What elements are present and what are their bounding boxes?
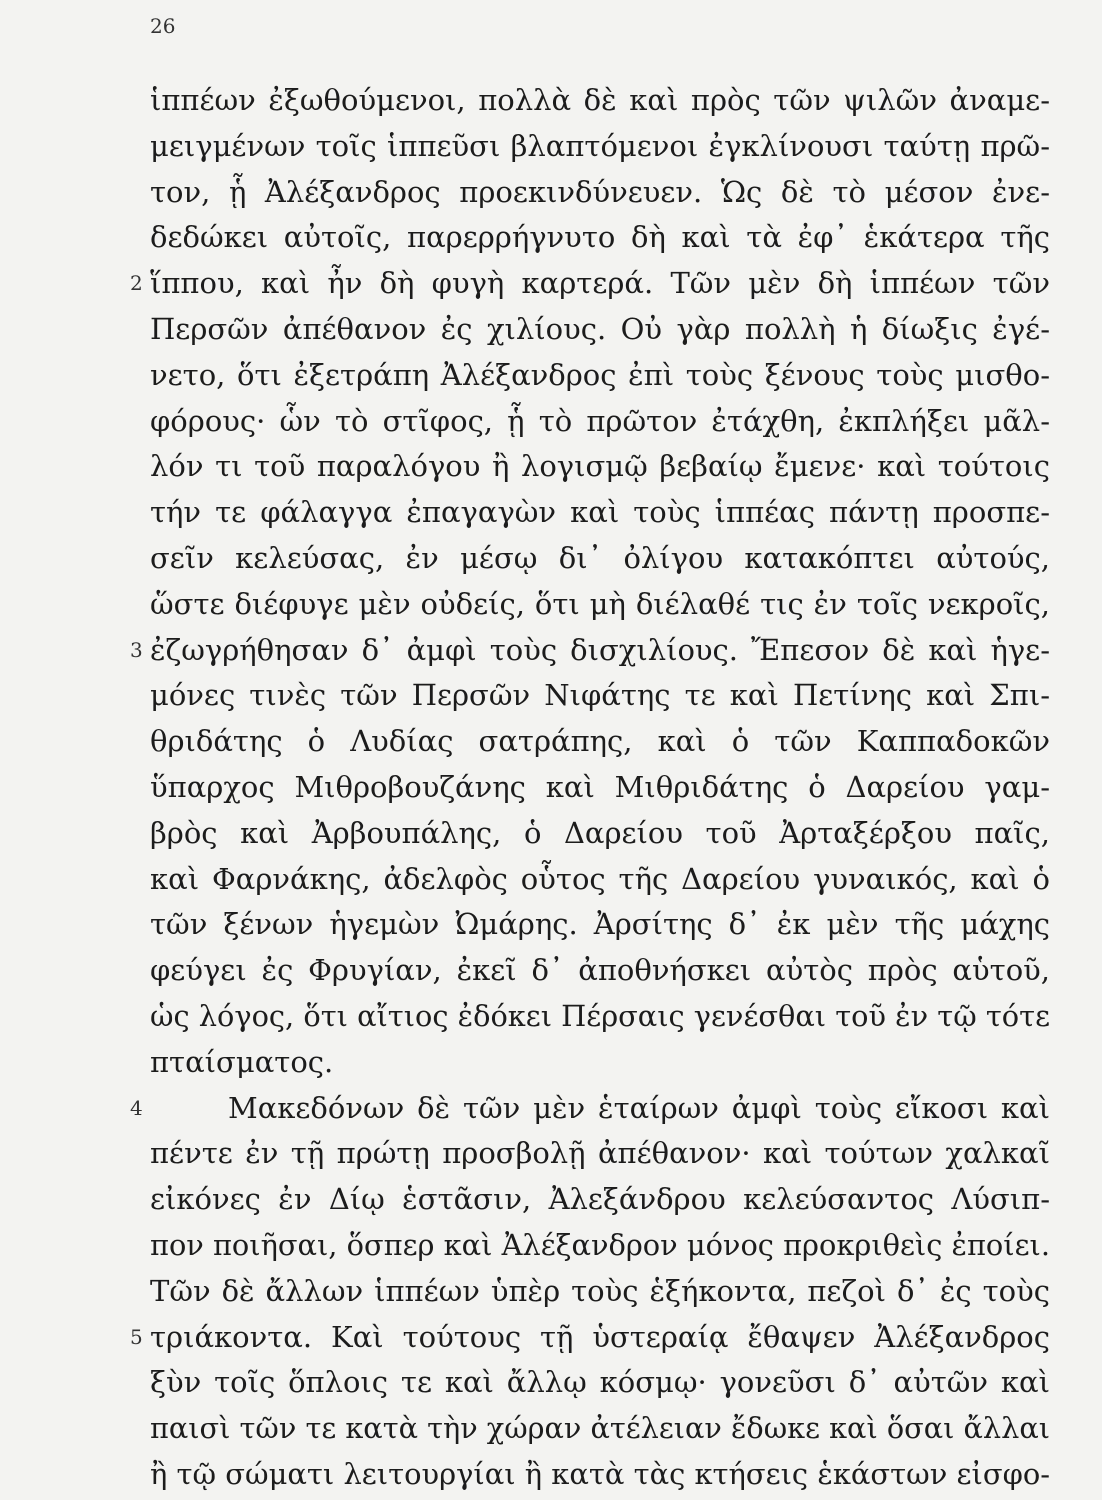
text-line <box>150 902 1050 948</box>
text-line <box>150 215 1050 261</box>
line-text: μειγμένων τοῖς ἱππεῦσι βλαπτόμενοι ἐγκλίνουσι ταύτῃ πρῶ- <box>150 128 1050 163</box>
text-line <box>150 1131 1050 1177</box>
line-text: καὶ Φαρνάκης, ἀδελφὸς οὗτος τῆς Δαρείου γυναικός, καὶ ὁ <box>150 861 1050 896</box>
line-text: νετο, ὅτι ἐξετράπη Ἀλέξανδρος ἐπὶ τοὺς ξένους τοὺς μισθο- <box>150 357 1050 392</box>
text-line <box>150 1177 1050 1223</box>
line-text: ἵππου, καὶ ἦν δὴ φυγὴ καρτερά. Τῶν μὲν δὴ ἱππέων τῶν <box>150 266 1050 301</box>
text-line <box>130 261 1050 307</box>
text-line <box>150 1040 1050 1086</box>
line-text: εἰκόνες ἐν Δίῳ ἑστᾶσιν, Ἀλεξάνδρου κελεύσαντος Λύσιπ- <box>150 1182 1050 1217</box>
line-text: Περσῶν ἀπέθανον ἐς χιλίους. Οὐ γὰρ πολλὴ ἡ δίωξις ἐγέ- <box>150 311 1050 346</box>
line-text: ξὺν τοῖς ὅπλοις τε καὶ ἄλλῳ κόσμῳ· γονεῦσι δ᾽ αὐτῶν καὶ <box>150 1365 1050 1400</box>
line-text: πταίσματος. <box>150 1044 334 1079</box>
text-line <box>130 1086 1050 1132</box>
line-text: τον, ᾗ Ἀλέξανδρος προεκινδύνευεν. Ὡς δὲ τὸ μέσον ἐνε- <box>150 174 1050 209</box>
text-line <box>150 170 1050 216</box>
page-number: 26 <box>150 14 176 38</box>
line-text: δεδώκει αὐτοῖς, παρερρήγνυτο δὴ καὶ τὰ ἐφ᾽ ἑκάτερα τῆς <box>150 220 1050 255</box>
section-number: 5 <box>130 1324 143 1349</box>
text-line <box>150 1406 1050 1452</box>
text-line <box>150 536 1050 582</box>
text-line <box>150 399 1050 445</box>
line-text: Μακεδόνων δὲ τῶν μὲν ἑταίρων ἀμφὶ τοὺς εἴκοσι καὶ <box>228 1090 1050 1125</box>
line-text: θριδάτης ὁ Λυδίας σατράπης, καὶ ὁ τῶν Καππαδοκῶν <box>150 724 1050 759</box>
text-line <box>150 1452 1050 1498</box>
text-line <box>150 719 1050 765</box>
line-text: παισὶ τῶν τε κατὰ τὴν χώραν ἀτέλειαν ἔδωκε καὶ ὅσαι ἄλλαι <box>150 1411 1050 1446</box>
text-line <box>150 948 1050 994</box>
text-line <box>150 444 1050 490</box>
line-text: σεῖν κελεύσας, ἐν μέσῳ δι᾽ ὀλίγου κατακόπτει αὐτούς, <box>150 540 1050 575</box>
section-number: 3 <box>130 637 143 662</box>
section-number: 4 <box>130 1095 143 1120</box>
text-line <box>150 307 1050 353</box>
text-line <box>130 1315 1050 1361</box>
line-text: πέντε ἐν τῇ πρώτῃ προσβολῇ ἀπέθανον· καὶ τούτων χαλκαῖ <box>150 1136 1050 1171</box>
line-text: ὥστε διέφυγε μὲν οὐδείς, ὅτι μὴ διέλαθέ τις ἐν τοῖς νεκροῖς, <box>150 586 1050 621</box>
line-text: ὕπαρχος Μιθροβουζάνης καὶ Μιθριδάτης ὁ Δαρείου γαμ- <box>150 769 1050 804</box>
line-text: λόν τι τοῦ παραλόγου ἢ λογισμῷ βεβαίῳ ἔμενε· καὶ τούτοις <box>150 449 1050 484</box>
text-line <box>150 1360 1050 1406</box>
line-text: ὡς λόγος, ὅτι αἴτιος ἐδόκει Πέρσαις γενέσθαι τοῦ ἐν τῷ τότε <box>150 998 1050 1033</box>
line-text: τῶν ξένων ἡγεμὼν Ὠμάρης. Ἀρσίτης δ᾽ ἐκ μὲν τῆς μάχης <box>150 907 1050 942</box>
text-line <box>150 994 1050 1040</box>
text-line <box>150 811 1050 857</box>
text-line <box>150 582 1050 628</box>
line-text: ἱππέων ἐξωθούμενοι, πολλὰ δὲ καὶ πρὸς τῶν ψιλῶν ἀναμε- <box>150 83 1050 117</box>
section-number: 2 <box>130 271 143 296</box>
line-text: πον ποιῆσαι, ὅσπερ καὶ Ἀλέξανδρον μόνος προκριθεὶς ἐποίει. <box>150 1227 1050 1262</box>
text-line <box>150 490 1050 536</box>
text-line <box>150 78 1050 124</box>
text-line <box>130 628 1050 674</box>
text-line <box>150 124 1050 170</box>
line-text: φόρους· ὧν τὸ στῖφος, ᾗ τὸ πρῶτον ἐτάχθη, ἐκπλήξει μᾶλ- <box>150 403 1050 438</box>
line-text: ἢ τῷ σώματι λειτουργίαι ἢ κατὰ τὰς κτήσεις ἑκάστων εἰσφο- <box>150 1456 1050 1491</box>
line-text: φεύγει ἐς Φρυγίαν, ἐκεῖ δ᾽ ἀποθνήσκει αὐτὸς πρὸς αὑτοῦ, <box>150 953 1050 988</box>
text-line <box>150 1269 1050 1315</box>
text-line <box>150 353 1050 399</box>
text-line <box>150 1223 1050 1269</box>
line-text: ἐζωγρήθησαν δ᾽ ἀμφὶ τοὺς δισχιλίους. Ἔπεσον δὲ καὶ ἡγε- <box>150 632 1050 667</box>
body-text <box>130 78 1050 1498</box>
line-text: τριάκοντα. Καὶ τούτους τῇ ὑστεραίᾳ ἔθαψεν Ἀλέξανδρος <box>150 1319 1050 1354</box>
text-line <box>150 857 1050 903</box>
text-line <box>150 765 1050 811</box>
text-line <box>150 673 1050 719</box>
line-text: βρὸς καὶ Ἀρβουπάλης, ὁ Δαρείου τοῦ Ἀρταξέρξου παῖς, <box>150 815 1050 850</box>
line-text: τήν τε φάλαγγα ἐπαγαγὼν καὶ τοὺς ἱππέας πάντῃ προσπε- <box>150 495 1050 530</box>
line-text: Τῶν δὲ ἄλλων ἱππέων ὑπὲρ τοὺς ἑξήκοντα, πεζοὶ δ᾽ ἐς τοὺς <box>150 1273 1050 1308</box>
line-text: μόνες τινὲς τῶν Περσῶν Νιφάτης τε καὶ Πετίνης καὶ Σπι- <box>150 678 1050 713</box>
